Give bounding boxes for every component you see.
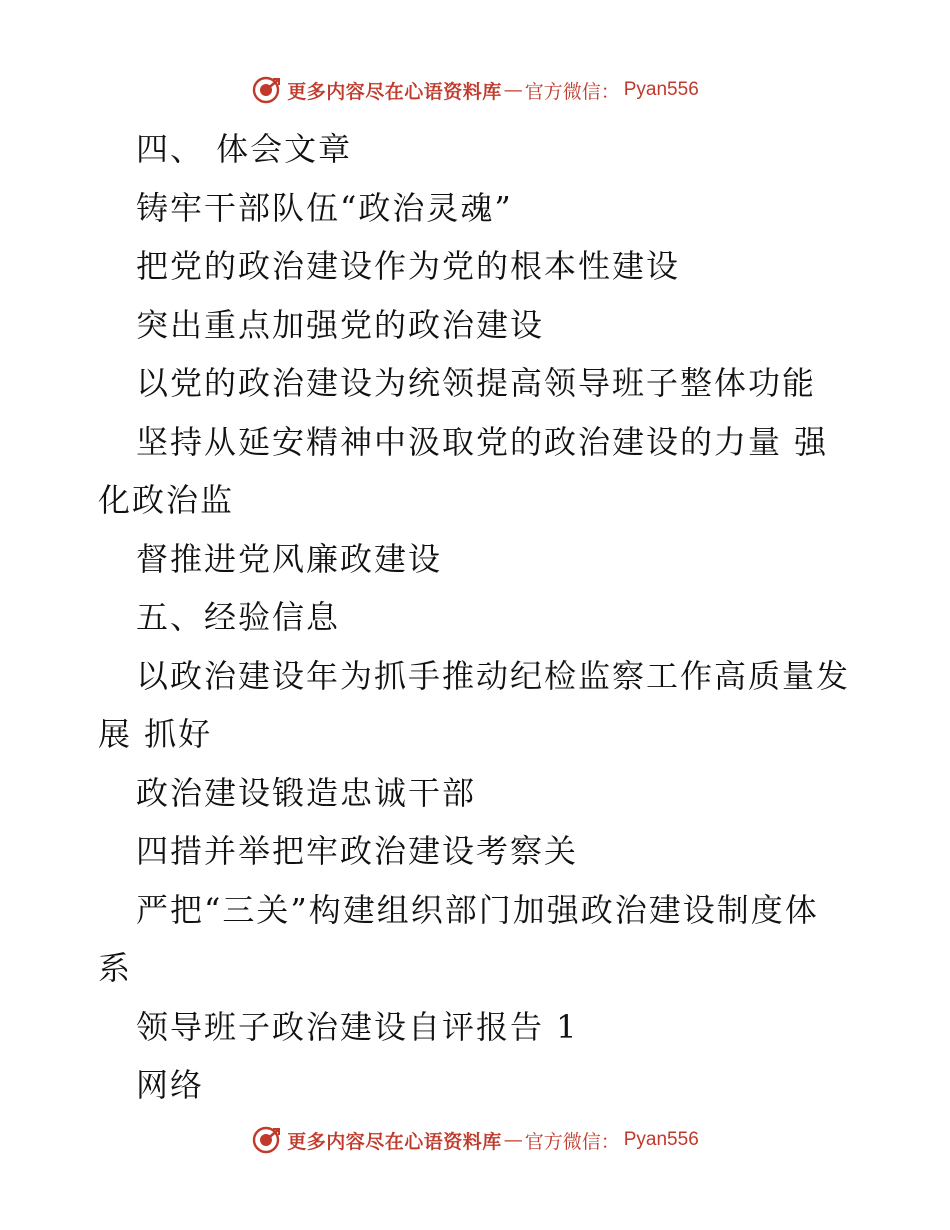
document-line: 以党的政治建设为统领提高领导班子整体功能 [136,364,817,402]
document-line: 化政治监 [98,481,235,519]
document-line: 领导班子政治建设自评报告 1 [136,1007,579,1046]
document-line: 展 抓好 [98,715,213,753]
section-heading-experience: 五、经验信息 [136,598,341,636]
document-line: 把党的政治建设作为党的根本性建设 [136,247,681,285]
brand-logo-icon [251,75,281,105]
document-line: 坚持从延安精神中汲取党的政治建设的力量 强 [136,422,829,461]
document-line: 严把“三关”构建组织部门加强政治建设制度体 [136,890,819,929]
banner-wechat-label: 官方微信： [524,80,620,103]
document-line: 网络 [136,1066,205,1104]
header-watermark-banner [0,70,950,110]
brand-logo-icon [251,1125,281,1155]
document-body [98,120,858,1115]
document-line: 政治建设锻造忠诚干部 [136,773,477,812]
section-heading-articles: 四、 体会文章 [136,130,353,168]
banner-text: 更多内容尽在心语资料库 [287,80,502,103]
document-line: 突出重点加强党的政治建设 [136,305,545,344]
banner-wechat-id: Pyan556 [623,1129,699,1150]
document-line: 四措并举把牢政治建设考察关 [136,832,579,870]
document-line: 以政治建设年为抓手推动纪检监察工作高质量发 [136,656,851,695]
document-line: 系 [98,949,133,987]
footer-watermark-banner [0,1120,950,1160]
banner-wechat-id: Pyan556 [623,79,699,100]
banner-dash: — [503,1129,523,1151]
banner-dash: — [503,79,523,101]
banner-text: 更多内容尽在心语资料库 [287,1130,502,1153]
document-line: 铸牢干部队伍“政治灵魂” [136,188,513,227]
banner-wechat-label: 官方微信： [524,1130,620,1153]
document-line: 督推进党风廉政建设 [136,539,443,578]
